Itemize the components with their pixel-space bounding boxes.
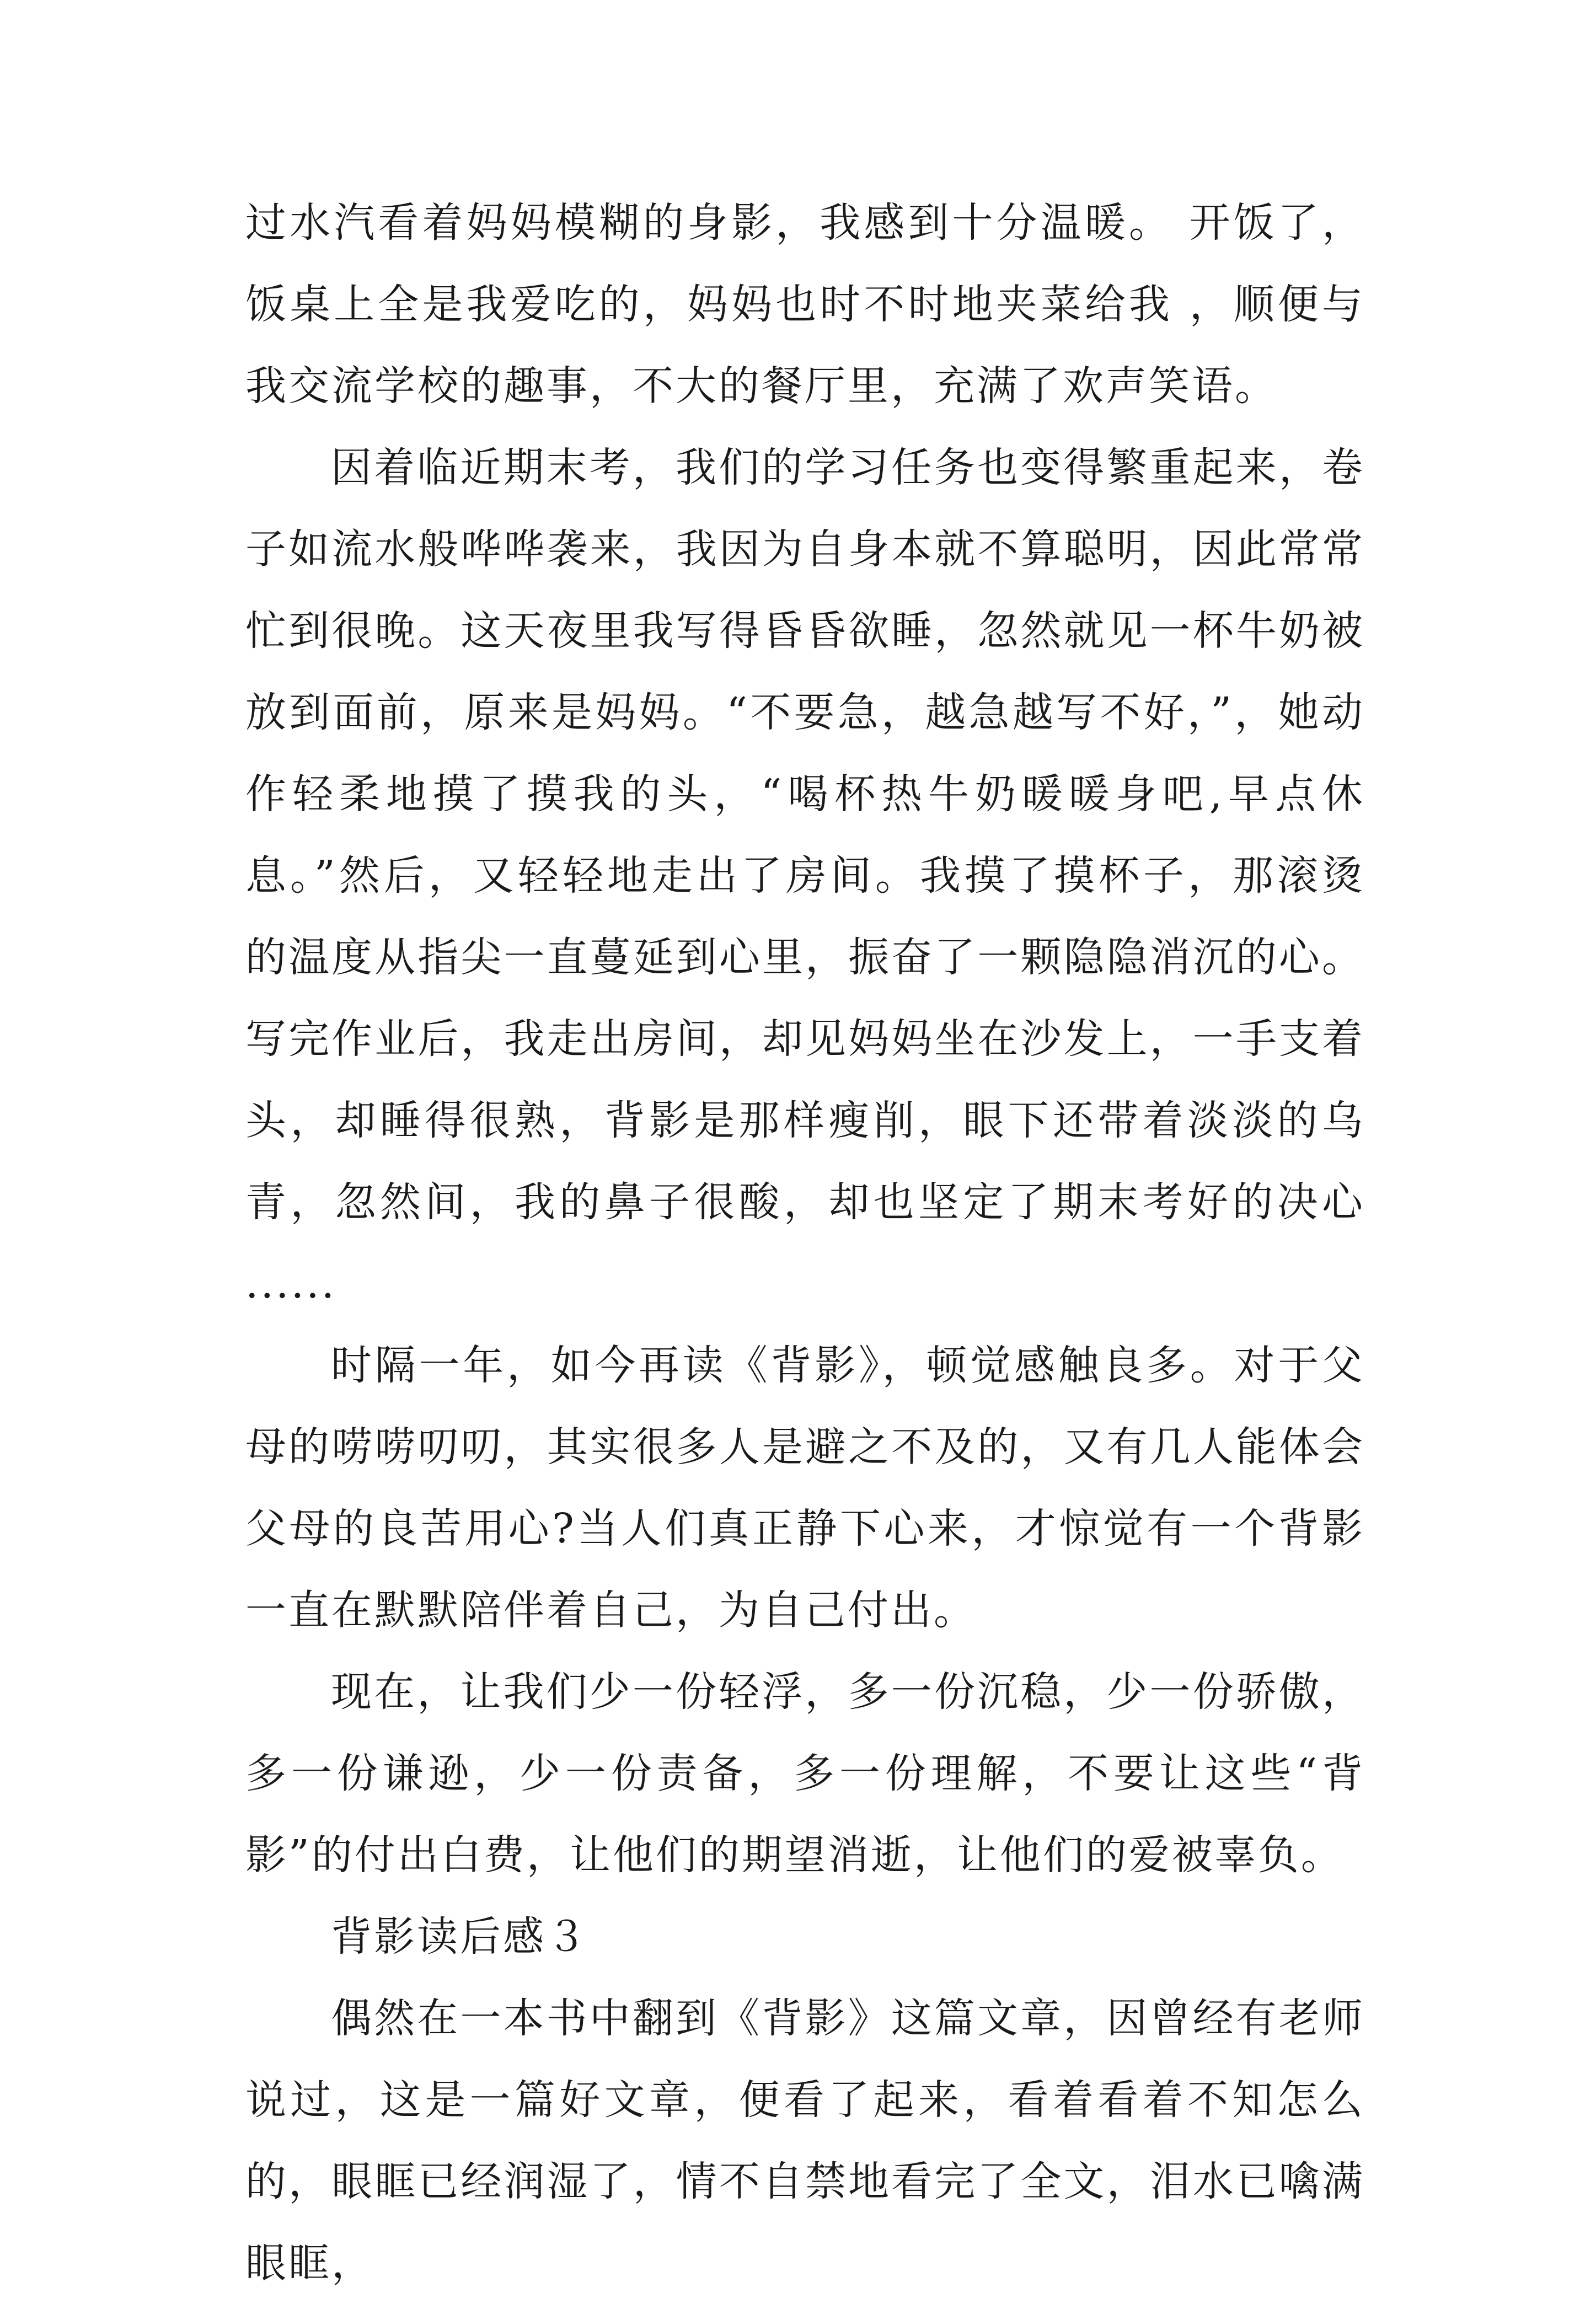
paragraph-continued: 过水汽看着妈妈模糊的身影，我感到十分温暖。 开饭了，饭桌上全是我爱吃的，妈妈也时不时地夹菜给我 ，顺便与我交流学校的趣事，不大的餐厅里，充满了欢声笑语。 — [245, 199, 1365, 410]
document-body — [245, 182, 1365, 2304]
paragraph-call-to-action: 现在，让我们少一份轻浮，多一份沉稳，少一份骄傲，多一份谦逊，少一份责备，多一份理解，不要让这些“背影”的付出白费，让他们的期望消逝，让他们的爱被辜负。 — [245, 1668, 1365, 1879]
paragraph-section-three-opening: 偶然在一本书中翻到《背影》这篇文章，因曾经有老师说过，这是一篇好文章，便看了起来，看着看着不知怎么的，眼眶已经润湿了，情不自禁地看完了全文，泪水已噙满眼眶， — [245, 1995, 1365, 2287]
paragraph-reflection: 时隔一年，如今再读《背影》，顿觉感触良多。对于父母的唠唠叨叨，其实很多人是避之不及的，又有几人能体会父母的良苦用心?当人们真正静下心来，才惊觉有一个背影一直在默默陪伴着自己，为自己付出。 — [245, 1342, 1365, 1634]
section-heading: 背影读后感３ — [331, 1913, 589, 1960]
paragraph-exam-night: 因着临近期末考，我们的学习任务也变得繁重起来，卷子如流水般哗哗袭来，我因为自身本就不算聪明，因此常常忙到很晚。这天夜里我写得昏昏欲睡，忽然就见一杯牛奶被放到面前，原来是妈妈。“不要急，越急越写不好，”，她动作轻柔地摸了摸我的头，“喝杯热牛奶暖暖身吧,早点休息。”然后，又轻轻地走出了房间。我摸了摸杯子，那滚烫的温度从指尖一直蔓延到心里，振奋了一颗隐隐消沉的心。写完作业后，我走出房间，却见妈妈坐在沙发上，一手支着头，却睡得很熟，背影是那样瘦削，眼下还带着淡淡的乌青，忽然间，我的鼻子很酸，却也坚定了期末考好的决心 ...... — [245, 444, 1365, 1308]
